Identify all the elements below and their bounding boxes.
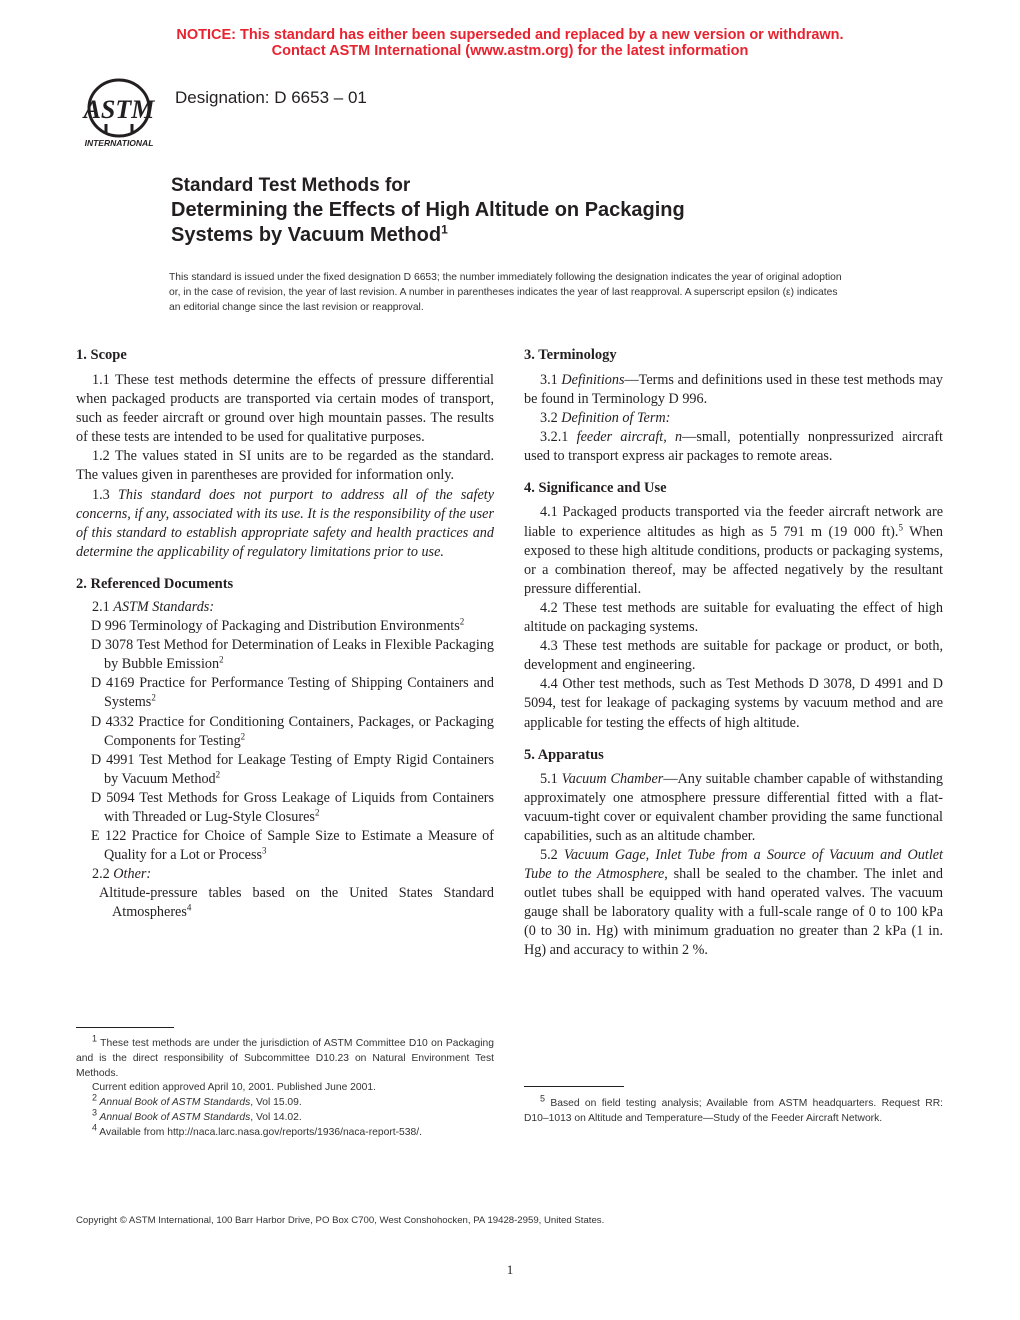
- designation: Designation: D 6653 – 01: [175, 88, 367, 107]
- title-footnote-mark: 1: [441, 222, 448, 237]
- footnote-2: $^2$ Annual Book of ASTM Standards, Vol 15.09.: [92, 1092, 302, 1109]
- scope-heading: 1. Scope: [76, 347, 127, 363]
- notice-line-1: NOTICE: This standard has either been superseded and replaced by a new version or withdrawn.: [176, 27, 844, 43]
- footnote-rule-right: [524, 1086, 624, 1087]
- title-line-2: Determining the Effects of High Altitude on Packaging: [171, 199, 685, 221]
- terminology-heading: 3. Terminology: [524, 347, 617, 363]
- ref-item: D 4991 Test Method for Leakage Testing of Empty Rigid Containers by Vacuum Method$^2$: [91, 751, 494, 787]
- footnote-5: $^5$ Based on field testing analysis; Available from ASTM headquarters. Request RR: D10–1013 on Altitude and Temperature—Study of the Feeder Aircraft Network.: [524, 1093, 943, 1124]
- refdocs-sub2: 2.2 Other:: [92, 866, 152, 883]
- title-line-3: Systems by Vacuum Method: [171, 224, 442, 246]
- significance-p3: 4.3 These test methods are suitable for package or product, or both, development and engineering.: [524, 638, 943, 674]
- ref-item: E 122 Practice for Choice of Sample Size to Estimate a Measure of Quality for a Lot or Process$^3$: [91, 828, 494, 864]
- scope-p1: 1.1 These test methods determine the effects of pressure differential when packaged products are transported via certain modes of transport, such as feeder aircraft or ground over high mountain passes. The results of these tests are intended to be used for qualitative purposes.: [76, 372, 494, 446]
- ref-other: Altitude-pressure tables based on the United States Standard Atmospheres$^4$: [99, 885, 494, 921]
- title-block: [171, 174, 685, 248]
- terminology-p3: 3.2.1 feeder aircraft, n—small, potentially nonpressurized aircraft used to transport express air packages to remote areas.: [524, 429, 943, 465]
- left-column: [76, 346, 494, 923]
- significance-p4: 4.4 Other test methods, such as Test Methods D 3078, D 4991 and D 5094, test for leakage of packaging systems by vacuum method and are applicable for testing the effects of high altitude.: [524, 676, 943, 731]
- terminology-p2: 3.2 Definition of Term:: [540, 410, 671, 427]
- ref-item: D 4169 Practice for Performance Testing of Shipping Containers and Systems$^2$: [91, 675, 494, 711]
- page-number: 1: [506, 1262, 514, 1277]
- scope-p2: 1.2 The values stated in SI units are to be regarded as the standard. The values given in parentheses are provided for information only.: [76, 448, 494, 484]
- logo-sub: INTERNATIONAL: [84, 138, 154, 148]
- footnote-1: $^1$ These test methods are under the jurisdiction of ASTM Committee D10 on Packaging and is the direct responsibility of Subcommittee D10.23 on Natural Environment Test Methods.: [76, 1033, 494, 1079]
- significance-p2: 4.2 These test methods are suitable for evaluating the effect of high altitude on packaging systems.: [524, 599, 943, 636]
- refdocs-heading: 2. Referenced Documents: [76, 575, 234, 592]
- footnotes-right: [524, 1093, 943, 1127]
- copyright: Copyright © ASTM International, 100 Barr Harbor Drive, PO Box C700, West Conshohocken, PA 19428-2959, United States.: [76, 1215, 605, 1226]
- footnote-1b: Current edition approved April 10, 2001. Published June 2001.: [92, 1082, 376, 1094]
- apparatus-p2: 5.2 Vacuum Gage, Inlet Tube from a Source of Vacuum and Outlet Tube to the Atmosphere, shall be sealed to the chamber. The inlet and outlet tubes shall be equipped with hand operated valves. The vacuum gauge shall be laboratory quality with a full-scale range of 0 to 100 kPa (0 to 30 in. Hg) with minimum graduation no greater than 2 kPa (1 in. Hg) and accuracy to within 2 %.: [524, 846, 943, 959]
- footnotes-left: [76, 1033, 494, 1141]
- title-line-1: Standard Test Methods for: [171, 175, 411, 196]
- astm-logo-icon: [76, 74, 162, 150]
- ref-item: D 4332 Practice for Conditioning Containers, Packages, or Packaging Components for Testing$^2$: [91, 713, 494, 749]
- footnote-3: $^3$ Annual Book of ASTM Standards, Vol 14.02.: [92, 1107, 302, 1123]
- notice-line-2: Contact ASTM International (www.astm.org) for the latest information: [271, 43, 749, 59]
- footnote-4: $^4$ Available from http://naca.larc.nasa.gov/reports/1936/naca-report-538/.: [92, 1122, 422, 1138]
- scope-p3: 1.3 This standard does not purport to address all of the safety concerns, if any, associated with its use. It is the responsibility of the user of this standard to establish appropriate safety and health practices and determine the applicability of regulatory limitations prior to use.: [76, 486, 494, 560]
- right-column: [524, 346, 943, 961]
- apparatus-heading: 5. Apparatus: [524, 746, 604, 763]
- significance-heading: 4. Significance and Use: [524, 480, 667, 497]
- intro-paragraph: This standard is issued under the fixed designation D 6653; the number immediately following the designation indicates the year of original adoption or, in the case of revision, the year of last revision. A number in parentheses indicates the year of last reapproval. A superscript epsilon (ε) indicates an editorial change since the last revision or reapproval.: [169, 272, 842, 313]
- astm-logo: [76, 74, 162, 150]
- logo-letters: ASTM: [83, 95, 155, 124]
- apparatus-p1: 5.1 Vacuum Chamber—Any suitable chamber capable of withstanding approximately one atmosphere pressure differential fitted with a flat-vacuum-tight cover or equivalent chamber providing the same functional capabilities, such as an altitude chamber.: [524, 770, 943, 844]
- ref-item: D 3078 Test Method for Determination of Leaks in Flexible Packaging by Bubble Emission$^2$: [91, 637, 494, 673]
- ref-item: D 996 Terminology of Packaging and Distribution Environments$^2$: [91, 616, 465, 635]
- footnote-rule-left: [76, 1027, 174, 1028]
- significance-p1: 4.1 Packaged products transported via the feeder aircraft network are liable to experience altitudes as high as 5 791 m (19 000 ft).$^5$ When exposed to these high altitude conditions, products or packaging systems, or a combination thereof, may be affected negatively by the resultant pressure differential.: [524, 504, 944, 597]
- ref-item: D 5094 Test Methods for Gross Leakage of Liquids from Containers with Threaded or Lug-Style Closures$^2$: [91, 789, 494, 825]
- refdocs-sub1: 2.1 ASTM Standards:: [92, 598, 215, 615]
- terminology-p1: 3.1 Definitions—Terms and definitions used in these test methods may be found in Terminology D 996.: [524, 372, 943, 408]
